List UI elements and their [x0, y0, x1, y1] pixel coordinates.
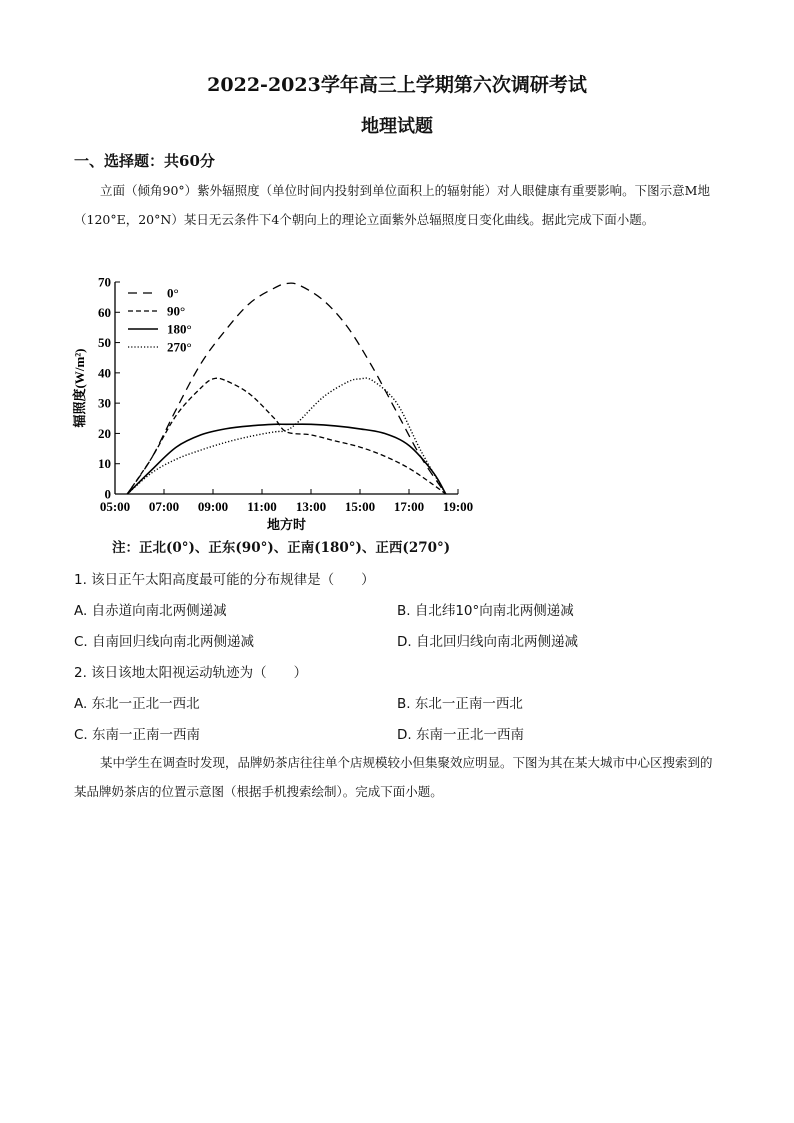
x-tick-label: 15:00 — [344, 499, 376, 514]
passage-2-text: 某中学生在调查时发现，品牌奶茶店往往单个店规模较小但集聚效应明显。下图为其在某大城市中心区搜索到的某品牌奶茶店的位置示意图（根据手机搜索绘制）。完成下面小题。 — [74, 755, 713, 799]
y-tick-label: 60 — [98, 304, 111, 320]
y-tick-label: 30 — [98, 395, 111, 411]
y-axis-label: 辐照度(W/m²) — [72, 348, 87, 428]
series-line-2 — [127, 424, 446, 494]
y-tick-label: 10 — [98, 456, 111, 472]
question-2-option-c[interactable]: C. 东南一正南一西南 — [74, 727, 201, 743]
x-tick-label: 11:00 — [247, 499, 277, 514]
x-tick-label: 19:00 — [442, 499, 474, 514]
section-heading: 一、选择题：共60分 — [74, 152, 215, 170]
x-tick-label: 05:00 — [99, 499, 131, 514]
question-2-option-b[interactable]: B. 东北一正南一西北 — [397, 696, 523, 712]
y-tick-label: 50 — [98, 335, 111, 351]
y-tick-label: 0 — [104, 486, 111, 502]
x-tick-label: 13:00 — [295, 499, 327, 514]
y-tick-label: 40 — [98, 365, 111, 381]
legend-label-2: 180° — [167, 321, 192, 337]
irradiance-chart — [70, 268, 490, 536]
passage-2-paragraph — [74, 748, 722, 806]
legend-label-1: 90° — [167, 303, 186, 319]
question-1-option-b[interactable]: B. 自北纬10°向南北两侧递减 — [397, 603, 574, 619]
question-1-option-a[interactable]: A. 自赤道向南北两侧递减 — [74, 603, 227, 619]
y-tick-label: 20 — [98, 425, 111, 441]
series-line-1 — [127, 378, 446, 494]
intro-paragraph — [74, 176, 722, 234]
question-2-stem: 2. 该日该地太阳视运动轨迹为（ ） — [74, 665, 308, 681]
chart-legend — [128, 286, 192, 355]
intro-text: 立面（倾角90°）紫外辐照度（单位时间内投射到单位面积上的辐射能）对人眼健康有重要影响。下图示意M地（120°E，20°N）某日无云条件下4个朝向上的理论立面紫外总辐照度日变化曲线。据此完成下面小题。 — [74, 183, 710, 227]
legend-label-0: 0° — [167, 285, 179, 301]
question-1-option-d[interactable]: D. 自北回归线向南北两侧递减 — [397, 634, 578, 650]
page-title: 2022-2023学年高三上学期第六次调研考试 — [207, 74, 587, 96]
y-tick-label: 70 — [98, 274, 111, 290]
x-axis-label: 地方时 — [266, 517, 307, 532]
question-1-stem: 1. 该日正午太阳高度最可能的分布规律是（ ） — [74, 572, 375, 588]
x-tick-label: 09:00 — [197, 499, 229, 514]
page-subtitle: 地理试题 — [361, 116, 433, 137]
question-1-option-c[interactable]: C. 自南回归线向南北两侧递减 — [74, 634, 255, 650]
legend-label-3: 270° — [167, 339, 192, 355]
series-line-3 — [127, 378, 446, 494]
x-tick-label: 17:00 — [393, 499, 425, 514]
question-2-option-d[interactable]: D. 东南一正北一西南 — [397, 727, 524, 743]
question-2-option-a[interactable]: A. 东北一正北一西北 — [74, 696, 200, 712]
chart-note: 注：正北(0°)、正东(90°)、正南(180°)、正西(270°) — [112, 540, 451, 556]
x-tick-label: 07:00 — [148, 499, 180, 514]
